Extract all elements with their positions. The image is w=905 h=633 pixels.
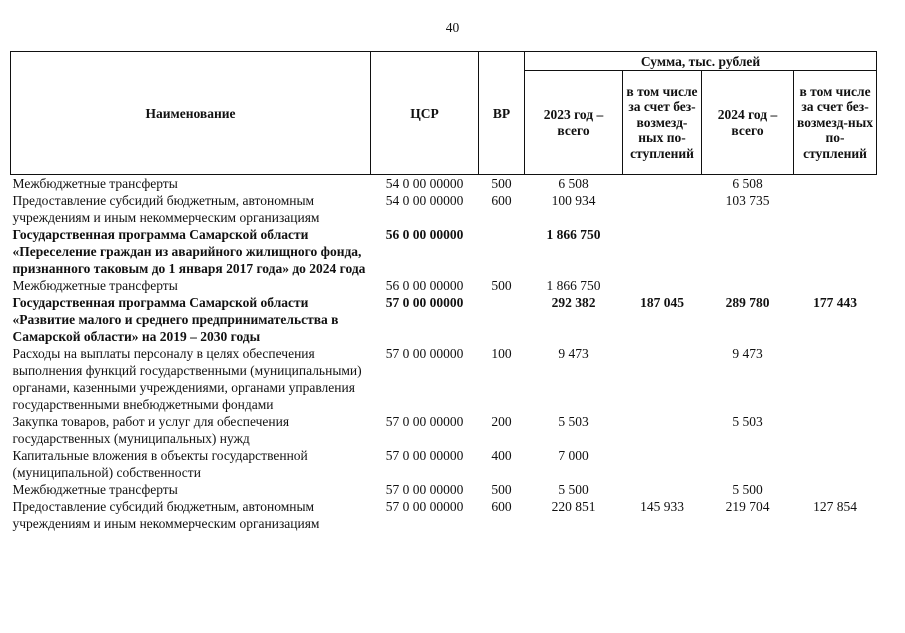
row-2024-total-cell xyxy=(702,226,794,277)
row-2023-total-cell: 6 508 xyxy=(558,176,589,191)
row-2024-free-cell xyxy=(794,192,877,226)
row-2023-free-cell: 145 933 xyxy=(640,499,684,514)
row-2024-free-cell xyxy=(794,277,877,294)
row-csr-cell: 57 0 00 00000 xyxy=(385,346,464,361)
row-csr-cell: 54 0 00 00000 xyxy=(385,176,464,191)
row-2023-free-cell xyxy=(623,481,702,498)
row-name-cell: Государственная программа Самарской области «Переселение граждан из аварийного жилищного фонда, признанного таковым до 1 января 2017 года» до 2024 года xyxy=(12,227,366,276)
row-2023-free-cell xyxy=(623,175,702,193)
table-row xyxy=(11,413,877,447)
row-2024-free-cell: 177 443 xyxy=(813,295,857,310)
row-vr-cell: 500 xyxy=(491,482,512,497)
header-name: Наименование xyxy=(11,52,371,175)
row-vr-cell xyxy=(479,294,525,345)
row-2024-total-cell: 5 503 xyxy=(732,414,763,429)
row-2024-total-cell: 5 500 xyxy=(732,482,763,497)
row-2024-free-cell xyxy=(794,447,877,481)
row-name-cell: Межбюджетные трансферты xyxy=(12,482,178,497)
row-vr-cell xyxy=(479,226,525,277)
table-row xyxy=(11,175,877,193)
row-2024-total-cell xyxy=(702,447,794,481)
row-csr-cell: 54 0 00 00000 xyxy=(385,193,464,208)
row-2024-total-cell: 103 735 xyxy=(725,193,770,208)
row-2023-total-cell: 1 866 750 xyxy=(546,278,601,293)
row-2023-free-cell: 187 045 xyxy=(640,295,684,310)
header-sum-group: Сумма, тыс. рублей xyxy=(525,52,877,71)
budget-table xyxy=(10,51,877,532)
row-vr-cell: 600 xyxy=(491,193,512,208)
row-name-cell: Расходы на выплаты персоналу в целях обеспечения выполнения функций государственными (муниципальными) органами, казенными учреждениями, органами управления государственными внебюджетными фондами xyxy=(12,346,362,412)
table-row xyxy=(11,345,877,413)
row-2023-free-cell xyxy=(623,226,702,277)
row-csr-cell: 57 0 00 00000 xyxy=(385,414,464,429)
row-2023-total-cell: 100 934 xyxy=(551,193,596,208)
row-2023-total-cell: 220 851 xyxy=(551,499,596,514)
row-name-cell: Капитальные вложения в объекты государственной (муниципальной) собственности xyxy=(12,448,308,480)
row-csr-cell: 57 0 00 00000 xyxy=(385,499,464,514)
row-name-cell: Государственная программа Самарской области «Развитие малого и среднего предпринимательства в Самарской области» на 2019 – 2030 годы xyxy=(12,295,339,344)
header-2023-free: в том числе за счет без-возмезд-ных по-ступлений xyxy=(623,71,702,175)
row-2024-free-cell: 127 854 xyxy=(813,499,857,514)
header-vr: ВР xyxy=(479,52,525,175)
row-2024-free-cell xyxy=(794,175,877,193)
table-row xyxy=(11,192,877,226)
row-csr-cell: 56 0 00 00000 xyxy=(385,227,464,242)
row-2023-free-cell xyxy=(623,413,702,447)
row-2023-total-cell: 1 866 750 xyxy=(546,227,601,242)
row-2024-total-cell: 6 508 xyxy=(732,176,763,191)
row-csr-cell: 56 0 00 00000 xyxy=(385,278,464,293)
row-2023-free-cell xyxy=(623,192,702,226)
header-csr: ЦСР xyxy=(371,52,479,175)
table-row xyxy=(11,447,877,481)
header-2023-total: 2023 год – всего xyxy=(525,71,623,175)
row-2023-total-cell: 7 000 xyxy=(558,448,589,463)
row-2023-total-cell: 9 473 xyxy=(558,346,589,361)
row-name-cell: Межбюджетные трансферты xyxy=(12,278,178,293)
table-row xyxy=(11,481,877,498)
table-row xyxy=(11,498,877,532)
table-row xyxy=(11,294,877,345)
row-2023-free-cell xyxy=(623,345,702,413)
row-2024-free-cell xyxy=(794,481,877,498)
row-csr-cell: 57 0 00 00000 xyxy=(385,482,464,497)
row-2024-free-cell xyxy=(794,226,877,277)
row-csr-cell: 57 0 00 00000 xyxy=(385,295,464,310)
row-2024-total-cell: 9 473 xyxy=(732,346,763,361)
table-row xyxy=(11,277,877,294)
row-2024-free-cell xyxy=(794,413,877,447)
row-2023-free-cell xyxy=(623,447,702,481)
row-2024-total-cell xyxy=(702,277,794,294)
row-2023-total-cell: 5 500 xyxy=(558,482,589,497)
row-vr-cell: 100 xyxy=(491,346,512,361)
row-2024-total-cell: 219 704 xyxy=(725,499,770,514)
row-vr-cell: 500 xyxy=(491,176,512,191)
table-body xyxy=(11,175,877,533)
header-2024-free: в том числе за счет без-возмезд-ных по-ступлений xyxy=(794,71,877,175)
row-vr-cell: 400 xyxy=(491,448,512,463)
row-csr-cell: 57 0 00 00000 xyxy=(385,448,464,463)
table-header xyxy=(11,52,877,175)
row-2023-free-cell xyxy=(623,277,702,294)
row-name-cell: Межбюджетные трансферты xyxy=(12,176,178,191)
row-2023-total-cell: 292 382 xyxy=(551,295,596,310)
row-2024-free-cell xyxy=(794,345,877,413)
row-2023-total-cell: 5 503 xyxy=(558,414,589,429)
page-number: 40 xyxy=(445,20,460,35)
table-row xyxy=(11,226,877,277)
row-name-cell: Закупка товаров, работ и услуг для обеспечения государственных (муниципальных) нужд xyxy=(12,414,290,446)
row-vr-cell: 500 xyxy=(491,278,512,293)
row-name-cell: Предоставление субсидий бюджетным, автономным учреждениям и иным некоммерческим организациям xyxy=(12,499,320,531)
row-vr-cell: 600 xyxy=(491,499,512,514)
row-name-cell: Предоставление субсидий бюджетным, автономным учреждениям и иным некоммерческим организациям xyxy=(12,193,320,225)
row-vr-cell: 200 xyxy=(491,414,512,429)
header-2024-total: 2024 год – всего xyxy=(702,71,794,175)
row-2024-total-cell: 289 780 xyxy=(725,295,770,310)
